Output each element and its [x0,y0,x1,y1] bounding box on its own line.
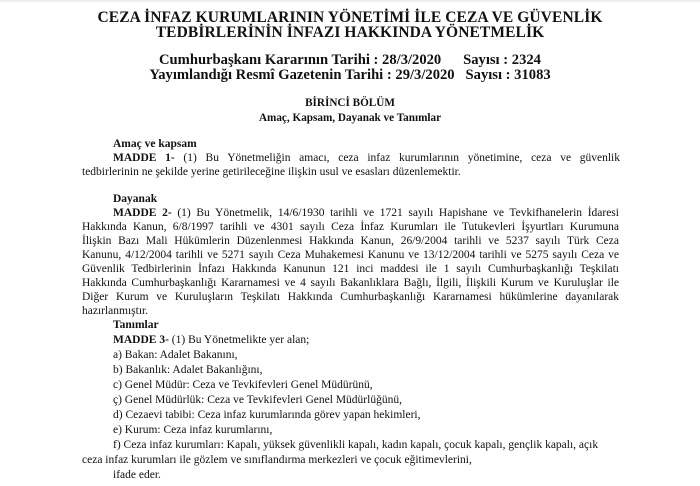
article-3-closing: ifade eder. [113,469,161,481]
article-2-line-5: Güvenlik Tedbirlerinin İnfazı Hakkında Kanunun 121 inci maddesi ile 1 sayılı Cumhurbaşkanlığı Teşkilatı [82,263,619,275]
document-title-line-1: CEZA İNFAZ KURUMLARININ YÖNETİMİ İLE CEZA VE GÜVENLİK [97,9,603,26]
article-3-intro: MADDE 3- (1) Bu Yönetmelikte yer alan; [113,334,310,346]
article-3-heading: Tanımlar [113,319,159,331]
definition-item-f-continued: ceza infaz kurumları ile gözlem ve sınıflandırma merkezleri ve çocuk eğitimevlerini, [82,454,472,466]
definition-item-f: f) Ceza infaz kurumları: Kapalı, yüksek güvenlikli kapalı, kadın kapalı, çocuk kapalı, gençlik kapalı, açık [113,439,599,451]
article-2-line-4: Kanunu, 4/12/2004 tarihli ve 5271 sayılı Ceza Muhakemesi Kanunu ve 13/12/2004 tarihli ve 5275 sayılı Ceza ve [82,249,619,261]
article-2-heading: Dayanak [113,193,158,205]
definition-item-c: c) Genel Müdür: Ceza ve Tevkifevleri Genel Müdürünü, [113,379,373,391]
gazette-date-line: Yayımlandığı Resmî Gazetenin Tarihi : 29/3/2020 Sayısı : 31083 [149,67,551,83]
decision-date-line: Cumhurbaşkanı Kararının Tarihi : 28/3/2020 Sayısı : 2324 [159,52,541,68]
definition-item-b: b) Bakanlık: Adalet Bakanlığını, [113,364,263,376]
section-heading: Amaç, Kapsam, Dayanak ve Tanımlar [258,112,442,124]
definition-item-d: d) Cezaevi tabibi: Ceza infaz kurumlarında görev yapan hekimleri, [113,409,421,421]
article-1-label: MADDE 1- [113,152,175,164]
definition-item-a: a) Bakan: Adalet Bakanını, [113,349,238,361]
article-2-label: MADDE 2- [113,207,172,219]
top-edge-shadow [0,0,700,3]
article-2-line-1: MADDE 2- (1) Bu Yönetmelik, 14/6/1930 tarihli ve 1721 sayılı Hapishane ve Tevkifhanelerin İdaresi [113,207,619,219]
definition-item-e: e) Kurum: Ceza infaz kurumlarını, [113,424,273,436]
article-1-line-2: tedbirlerinin ne şekilde yerine getirileceğine ilişkin usul ve esasları düzenlemektir. [82,166,461,178]
section-label: BİRİNCİ BÖLÜM [305,97,395,109]
article-2-line-7: Diğer Kurum ve Kuruluşların Teşkilatı Hakkında Cumhurbaşkanlığı Kararnamesi hükümlerine dayanılarak [82,291,619,303]
article-1-line-1: MADDE 1- (1) Bu Yönetmeliğin amacı, ceza infaz kurumlarının yönetimine, ceza ve güvenlik [113,152,620,164]
article-1-heading: Amaç ve kapsam [113,138,197,150]
article-2-line-2: Hakkında Kanun, 6/8/1997 tarihli ve 4301 sayılı Ceza İnfaz Kurumları ile Tutukevleri İşyurtları Kurumuna [82,221,619,233]
article-3-label: MADDE 3- [113,334,169,346]
article-2-line-6: Hakkında Cumhurbaşkanlığı Kararnamesi ve 4 sayılı Bakanlıklara Bağlı, İlgili, İlişkili Kurum ve Kuruluşlar ile [82,277,619,289]
definition-item-c-cedilla: ç) Genel Müdürlük: Ceza ve Tevkifevleri Genel Müdürlüğünü, [113,394,402,406]
article-2-line-8: hazırlanmıştır. [82,305,149,317]
article-2-line-3: İlişkin Bazı Mali Hükümlerin Düzenlenmesi Hakkında Kanun, 26/9/2004 tarihli ve 5237 sayılı Türk Ceza [82,235,619,247]
document-title-line-2: TEDBİRLERİNİN İNFAZI HAKKINDA YÖNETMELİK [155,24,545,41]
